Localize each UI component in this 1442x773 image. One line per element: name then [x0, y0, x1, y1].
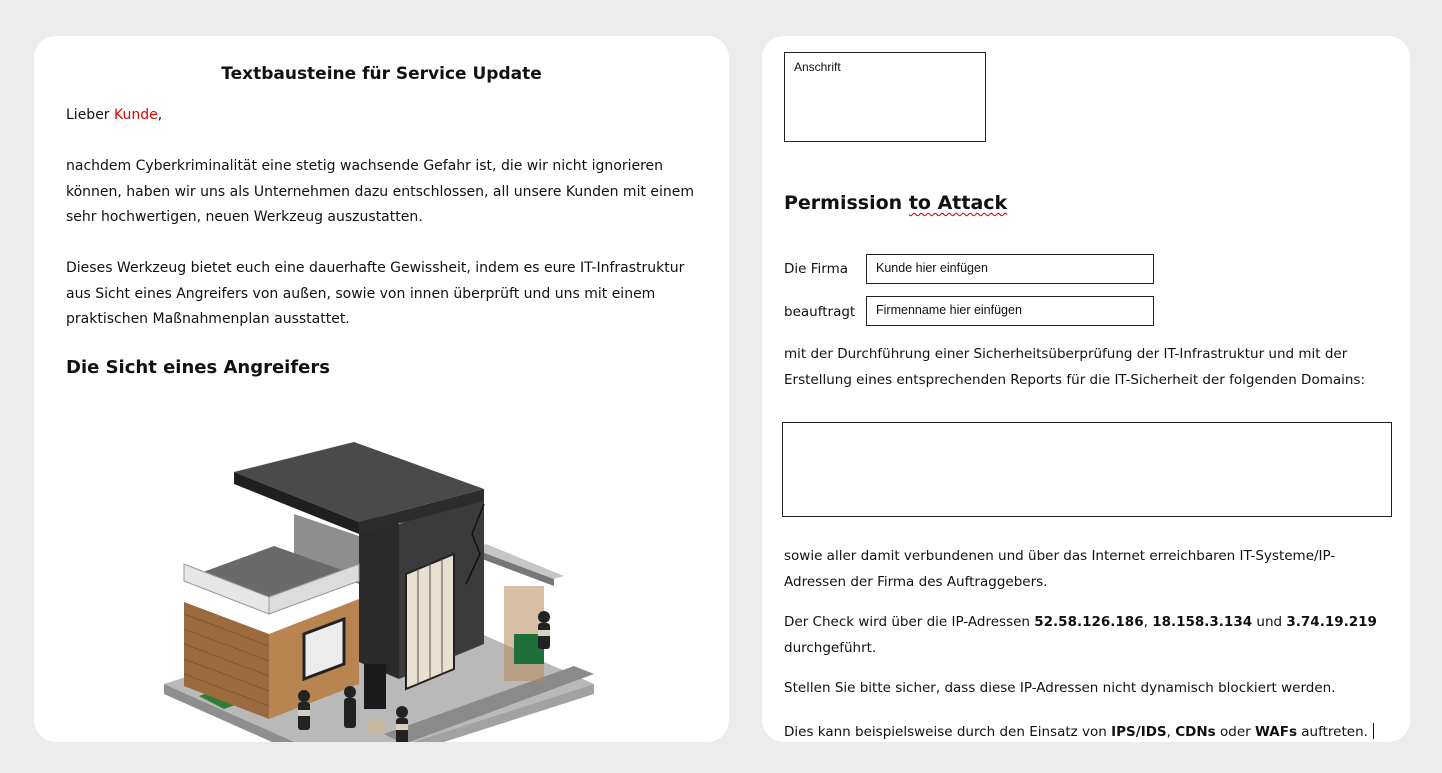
door	[364, 664, 386, 709]
document-page-left	[34, 36, 729, 742]
address-field[interactable]	[784, 52, 986, 142]
tech-wafs: WAFs	[1254, 724, 1297, 740]
greeting-prefix: Lieber	[66, 107, 115, 123]
check-prefix: Der Check wird über die IP-Adressen	[784, 614, 1035, 630]
mandate-paragraph[interactable]: mit der Durchführung einer Sicherheitsüberprüfung der IT-Infrastruktur und mit der Erstellung eines entsprechenden Reports für die IT-Sicherheit der folgenden Domains:	[784, 346, 1366, 388]
document-page-right	[762, 36, 1410, 742]
address-label: Anschrift	[794, 60, 841, 74]
systems-paragraph[interactable]: sowie aller damit verbundenen und über das Internet erreichbaren IT-Systeme/IP-Adressen der Firma des Auftraggebers.	[784, 548, 1336, 590]
section-heading: Die Sicht eines Angreifers	[66, 357, 330, 378]
contractor-field[interactable]: Firmenname hier einfügen	[866, 296, 1154, 326]
ip-check-paragraph[interactable]	[784, 610, 1394, 661]
example-prefix: Dies kann beispielsweise durch den Einsatz von	[784, 724, 1112, 740]
tech-cdns: CDNs	[1175, 724, 1216, 740]
loot-bag	[366, 718, 386, 734]
check-sep-1: ,	[1143, 614, 1153, 630]
ensure-paragraph[interactable]: Stellen Sie bitte sicher, dass diese IP-Adressen nicht dynamisch blockiert werden.	[784, 680, 1336, 696]
tool-paragraph[interactable]: Dieses Werkzeug bietet euch eine dauerhafte Gewissheit, indem es eure IT-Infrastruktur aus Sicht eines Angreifers von außen, sowie von innen überprüft und uns mit einem praktischen Maßnahmenplan ausstattet.	[66, 260, 685, 327]
greeting-suffix: ,	[157, 107, 163, 123]
example-sep-2: oder	[1215, 724, 1255, 740]
ip-address-3: 3.74.19.219	[1286, 614, 1377, 630]
tech-ips-ids: IPS/IDS	[1111, 724, 1167, 740]
greeting[interactable]	[66, 107, 162, 123]
example-paragraph[interactable]	[784, 720, 1394, 742]
check-suffix: durchgeführt.	[784, 639, 877, 656]
document-title: Textbausteine für Service Update	[221, 64, 542, 84]
house-illustration	[154, 434, 604, 742]
check-sep-2: und	[1252, 614, 1287, 630]
permission-title	[784, 192, 1007, 214]
example-suffix: auftreten.	[1296, 724, 1368, 740]
carport-roof-top	[474, 544, 564, 579]
company-field[interactable]: Kunde hier einfügen	[866, 254, 1154, 284]
company-label: Die Firma	[784, 261, 849, 277]
greeting-name-placeholder: Kunde	[114, 107, 158, 123]
text-cursor	[1373, 723, 1374, 739]
permission-title-part2: to Attack	[908, 192, 1008, 214]
ip-address-1: 52.58.126.186	[1034, 614, 1144, 630]
ip-address-2: 18.158.3.134	[1152, 614, 1253, 630]
domains-field[interactable]	[782, 422, 1392, 517]
permission-title-part1: Permission	[784, 192, 909, 214]
tower-left-face	[359, 509, 399, 679]
example-sep-1: ,	[1166, 724, 1176, 740]
contractor-label: beauftragt	[784, 304, 856, 320]
intro-paragraph[interactable]: nachdem Cyberkriminalität eine stetig wachsende Gefahr ist, die wir nicht ignorieren können, haben wir uns als Unternehmen dazu entschlossen, all unsere Kunden mit einem sehr hochwertigen, neuen Werkzeug auszustatten.	[66, 158, 695, 225]
